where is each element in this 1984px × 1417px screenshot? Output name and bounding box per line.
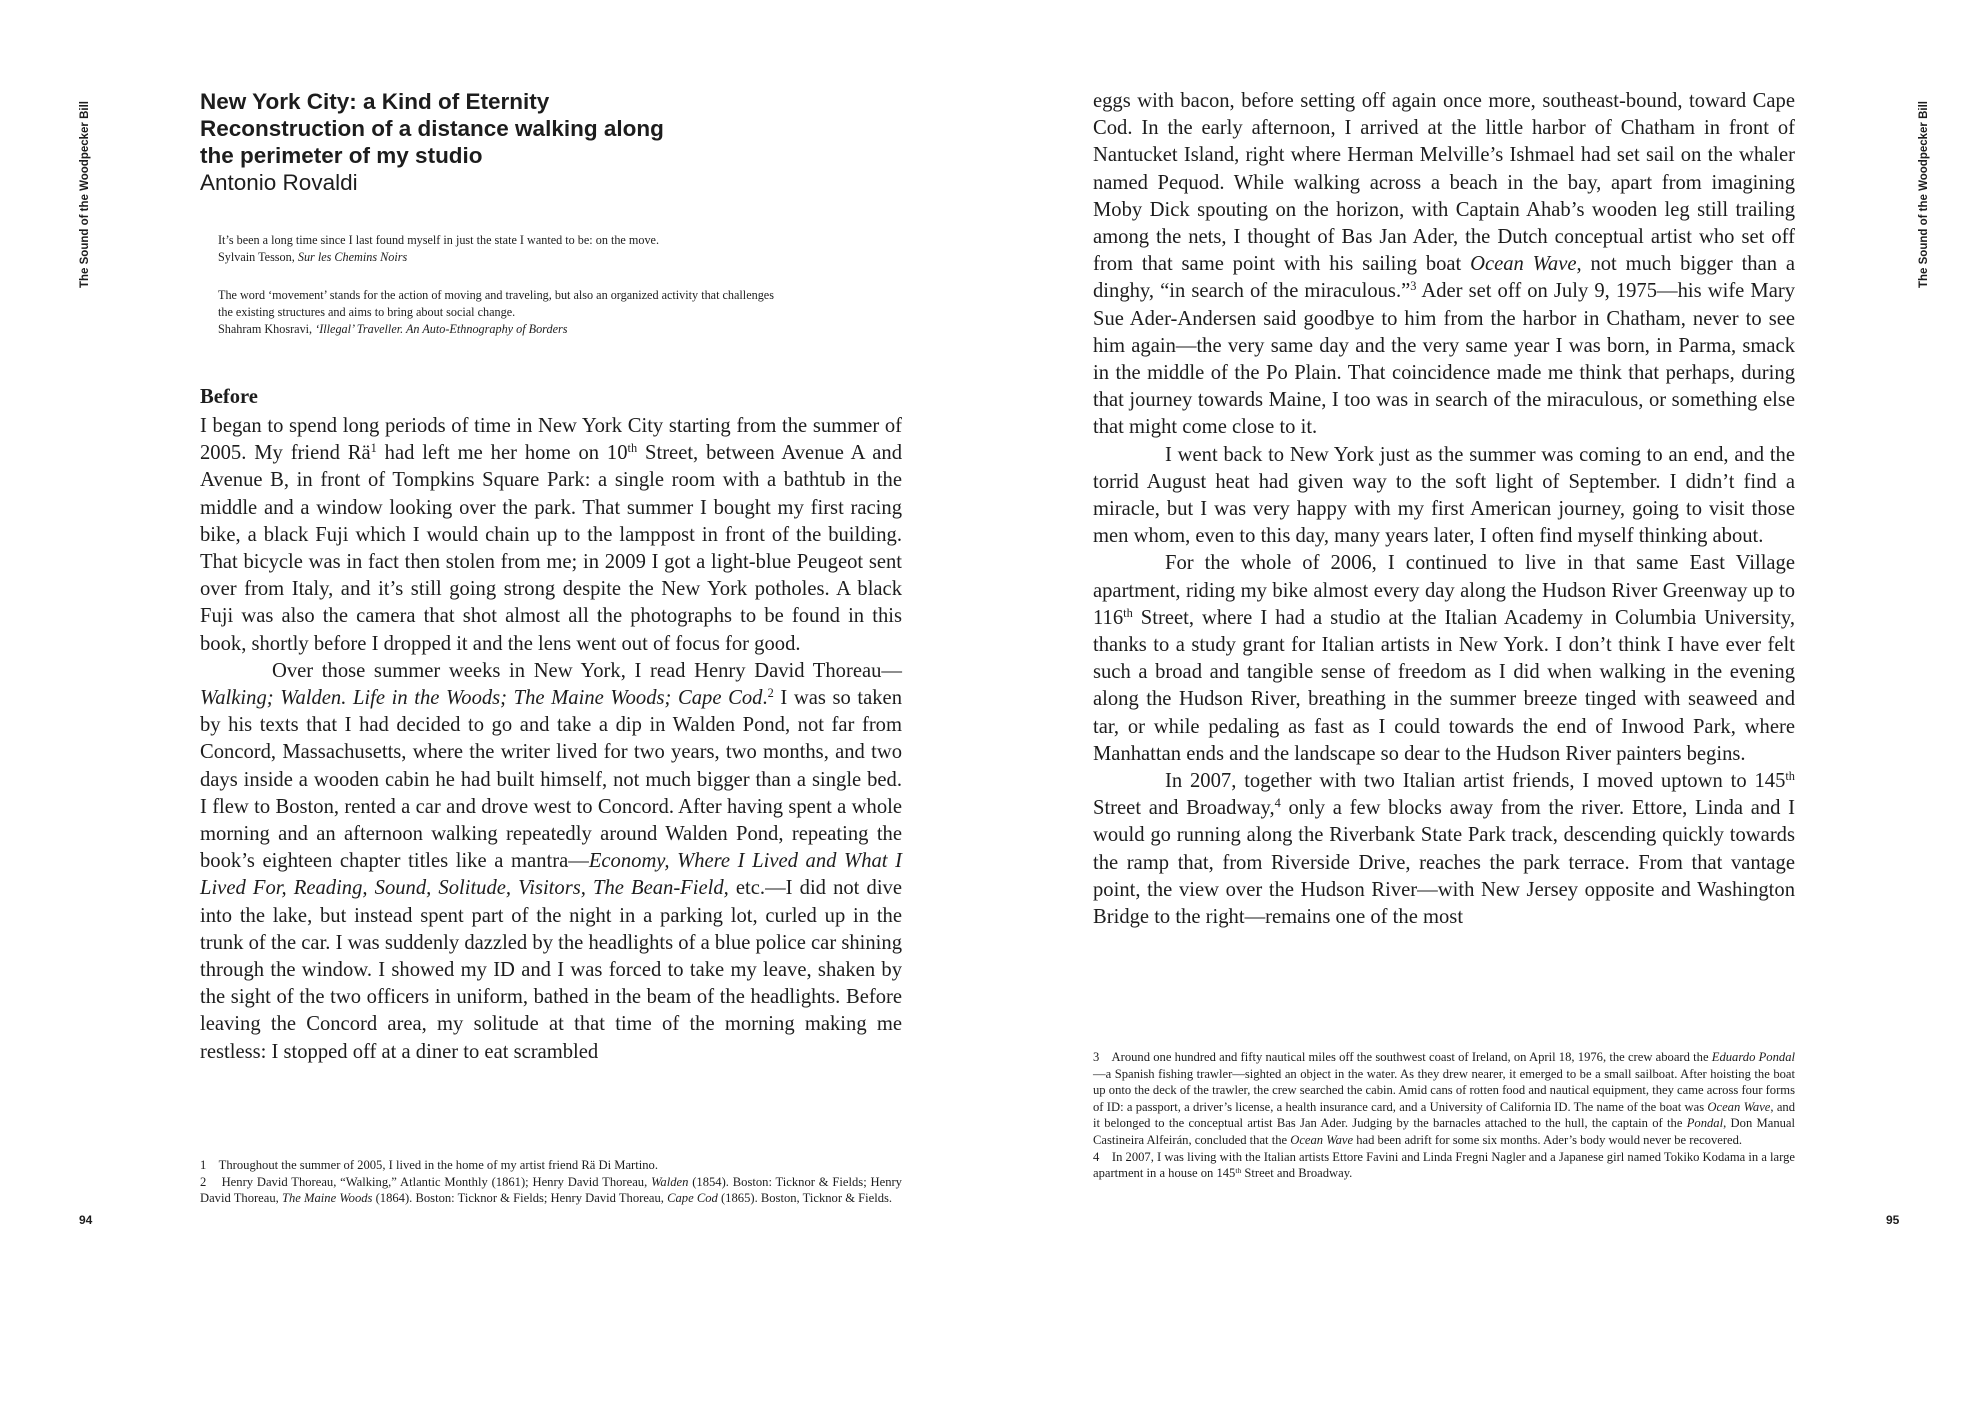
- footnote-ref-3: 3: [1410, 279, 1417, 294]
- epigraph-1-quote: It’s been a long time since I last found myself in just the state I wanted to be: on the move.: [218, 233, 660, 247]
- paragraph: For the whole of 2006, I continued to live in that same East Village apartment, riding my bike almost every day along the Hudson River Greenway up to 116th Street, where I had a studio at the Italian Academy in Columbia University, thanks to a study grant for Italian artists in New York. I don’t think I have ever felt such a broad and tangible sense of freedom as I did when walking in the evening along the Hudson River, breathing in the summer breeze tinged with seaweed and tar, or while pedaling as fast as I could towards the end of Inwood Park, where Manhattan ends and the landscape so dear to the Hudson River painters begins.: [1093, 552, 1795, 765]
- footnote-1: 1 Throughout the summer of 2005, I lived in the home of my artist friend Rä Di Martino.: [200, 1158, 658, 1172]
- footnote-3: 3 Around one hundred and fifty nautical miles off the southwest coast of Ireland, on April 18, 1976, the crew aboard the Eduardo Pondal—a Spanish fishing trawler—sighted an object in the water. As they drew nearer, it emerged to be a small sailboat. After hoisting the boat up onto the deck of the trawler, the crew searched the cabin. Amid cans of rotten food and nautical equipment, they came across four forms of ID: a passport, a driver’s license, a health insurance card, and a University of California ID. The name of the boat was Ocean Wave, and it belonged to the conceptual artist Bas Jan Ader. Judging by the barnacles attached to the hull, the captain of the Pondal, Don Manual Castineira Alfeirán, concluded that the Ocean Wave had been adrift for some six months. Ader’s body would never be recovered.: [1093, 1050, 1795, 1147]
- chapter-title-block: [200, 88, 760, 196]
- epigraph-1-attribution: Sylvain Tesson, Sur les Chemins Noirs: [218, 250, 408, 264]
- section-heading: Before: [200, 386, 258, 408]
- author-name: Antonio Rovaldi: [200, 170, 358, 195]
- running-title-right: The Sound of the Woodpecker Bill: [1918, 101, 1930, 288]
- page-number-right: 95: [1886, 1213, 1900, 1227]
- paragraph: In 2007, together with two Italian artist friends, I moved uptown to 145th Street and Broadway,$^4$ only a few blocks away from the river. Ettore, Linda and I would go running along the Riverbank State Park track, descending quickly towards the ramp that, from Riverside Drive, reaches the park terrace. From that vantage point, the view over the Hudson River—with New Jersey opposite and Washington Bridge to the right—remains one of the most: [1093, 769, 1796, 929]
- right-body-text: [1093, 88, 1795, 931]
- left-footnotes: [200, 1157, 902, 1207]
- paragraph: Over those summer weeks in New York, I read Henry David Thoreau—Walking; Walden. Life in the Woods; The Maine Woods; Cape Cod.$^2$ I was so taken by his texts that I had decided to go and take a dip in Walden Pond, not far from Concord, Massachusetts, where the writer lived for two years, two months, and two days inside a wooden cabin he had built himself, not much bigger than a single bed. I flew to Boston, rented a car and drove west to Concord. After having spent a whole morning and an afternoon walking repeatedly around Walden Pond, repeating the book’s eighteen chapter titles like a mantra—Economy, Where I Lived and What I Lived For, Reading, Sound, Solitude, Visitors, The Bean-Field, etc.—I did not dive into the lake, but instead spent part of the night in a parking lot, curled up in the trunk of the car. I was suddenly dazzled by the headlights of a blue police car shining through the window. I showed my ID and I was forced to take my leave, shaken by the sight of the two officers in uniform, bathed in the beam of the headlights. Before leaving the Concord area, my solitude at that time of the morning making me restless: I stopped off at a diner to eat scrambled: [200, 659, 902, 1063]
- right-footnotes: [1093, 1049, 1799, 1182]
- footnote-2: 2 Henry David Thoreau, “Walking,” Atlantic Monthly (1861); Henry David Thoreau, Walden (1854). Boston: Ticknor & Fields; Henry David Thoreau, The Maine Woods (1864). Boston: Ticknor & Fields; Henry David Thoreau, Cape Cod (1865). Boston, Ticknor & Fields.: [200, 1174, 902, 1206]
- footnote-4: 4 In 2007, I was living with the Italian artists Ettore Favini and Linda Fregni Nagler and a Japanese girl named Tokiko Kodama in a large apartment in a house on 145th Street and Broadway.: [1093, 1149, 1799, 1181]
- page-number-left: 94: [79, 1213, 93, 1227]
- running-title-left: The Sound of the Woodpecker Bill: [79, 101, 91, 288]
- epigraph-2-attribution: Shahram Khosravi, ‘Illegal’ Traveller. An Auto-Ethnography of Borders: [218, 322, 568, 336]
- footnote-ref-2: 2: [767, 686, 774, 701]
- chapter-title: New York City: a Kind of Eternity: [200, 89, 550, 114]
- paragraph: I began to spend long periods of time in New York City starting from the summer of 2005. My friend $Rä^1$ had left me her home on 10th Street, between Avenue A and Avenue B, in front of Tompkins Square Park: a single room with a bathtub in the middle and a window looking over the park. That summer I bought my first racing bike, a black Fuji which I would chain up to the lamppost in front of the building. That bicycle was in fact then stolen from me; in 2009 I got a light-blue Peugeot sent over from Italy, and it’s still going strong despite the New York potholes. A black Fuji was also the camera that shot almost all the photographs to be found in this book, shortly before I dropped it and the lens went out of focus for good.: [200, 415, 903, 655]
- epigraph-2: [218, 287, 918, 338]
- epigraph-2-quote-line1: The word ‘movement’ stands for the action of moving and traveling, but also an organized activity that challenges: [218, 288, 774, 302]
- epigraph-2-quote-line2: the existing structures and aims to bring about social change.: [218, 305, 516, 319]
- epigraph-1: [218, 232, 918, 266]
- right-page: [992, 0, 1984, 1417]
- left-body-text: [200, 413, 902, 1066]
- footnote-ref-1: 1: [370, 441, 377, 456]
- chapter-subtitle-line2: the perimeter of my studio: [200, 143, 483, 168]
- paragraph: I went back to New York just as the summer was coming to an end, and the torrid August heat had given way to the soft light of September. I didn’t find a miracle, but I was very happy with my first American journey, going to visit those men whom, even to this day, many years later, I often find myself thinking about.: [1093, 443, 1795, 548]
- footnote-ref-4: 4: [1274, 796, 1281, 811]
- paragraph: eggs with bacon, before setting off again once more, southeast-bound, toward Cape Cod. In the early afternoon, I arrived at the little harbor of Chatham in front of Nantucket Island, right where Herman Melville’s Ishmael had set sail on the whaler named Pequod. While walking across a beach in the bay, apart from imagining Moby Dick spouting on the horizon, with Captain Ahab’s wooden leg still trailing among the nets, I thought of Bas Jan Ader, the Dutch conceptual artist who set off from that same point with his sailing boat Ocean Wave, not much bigger than a dinghy, “in search of the miraculous.”$^3$ Ader set off on July 9, 1975—his wife Mary Sue Ader-Andersen said goodbye to him from the harbor in Chatham, never to see him again—the very same day and the very same year I was born, in Parma, smack in the middle of the Po Plain. That coincidence made me think that perhaps, during that journey towards Maine, I too was in search of the miraculous, or something else that might come close to it.: [1093, 90, 1795, 439]
- chapter-subtitle-line1: Reconstruction of a distance walking along: [200, 116, 664, 141]
